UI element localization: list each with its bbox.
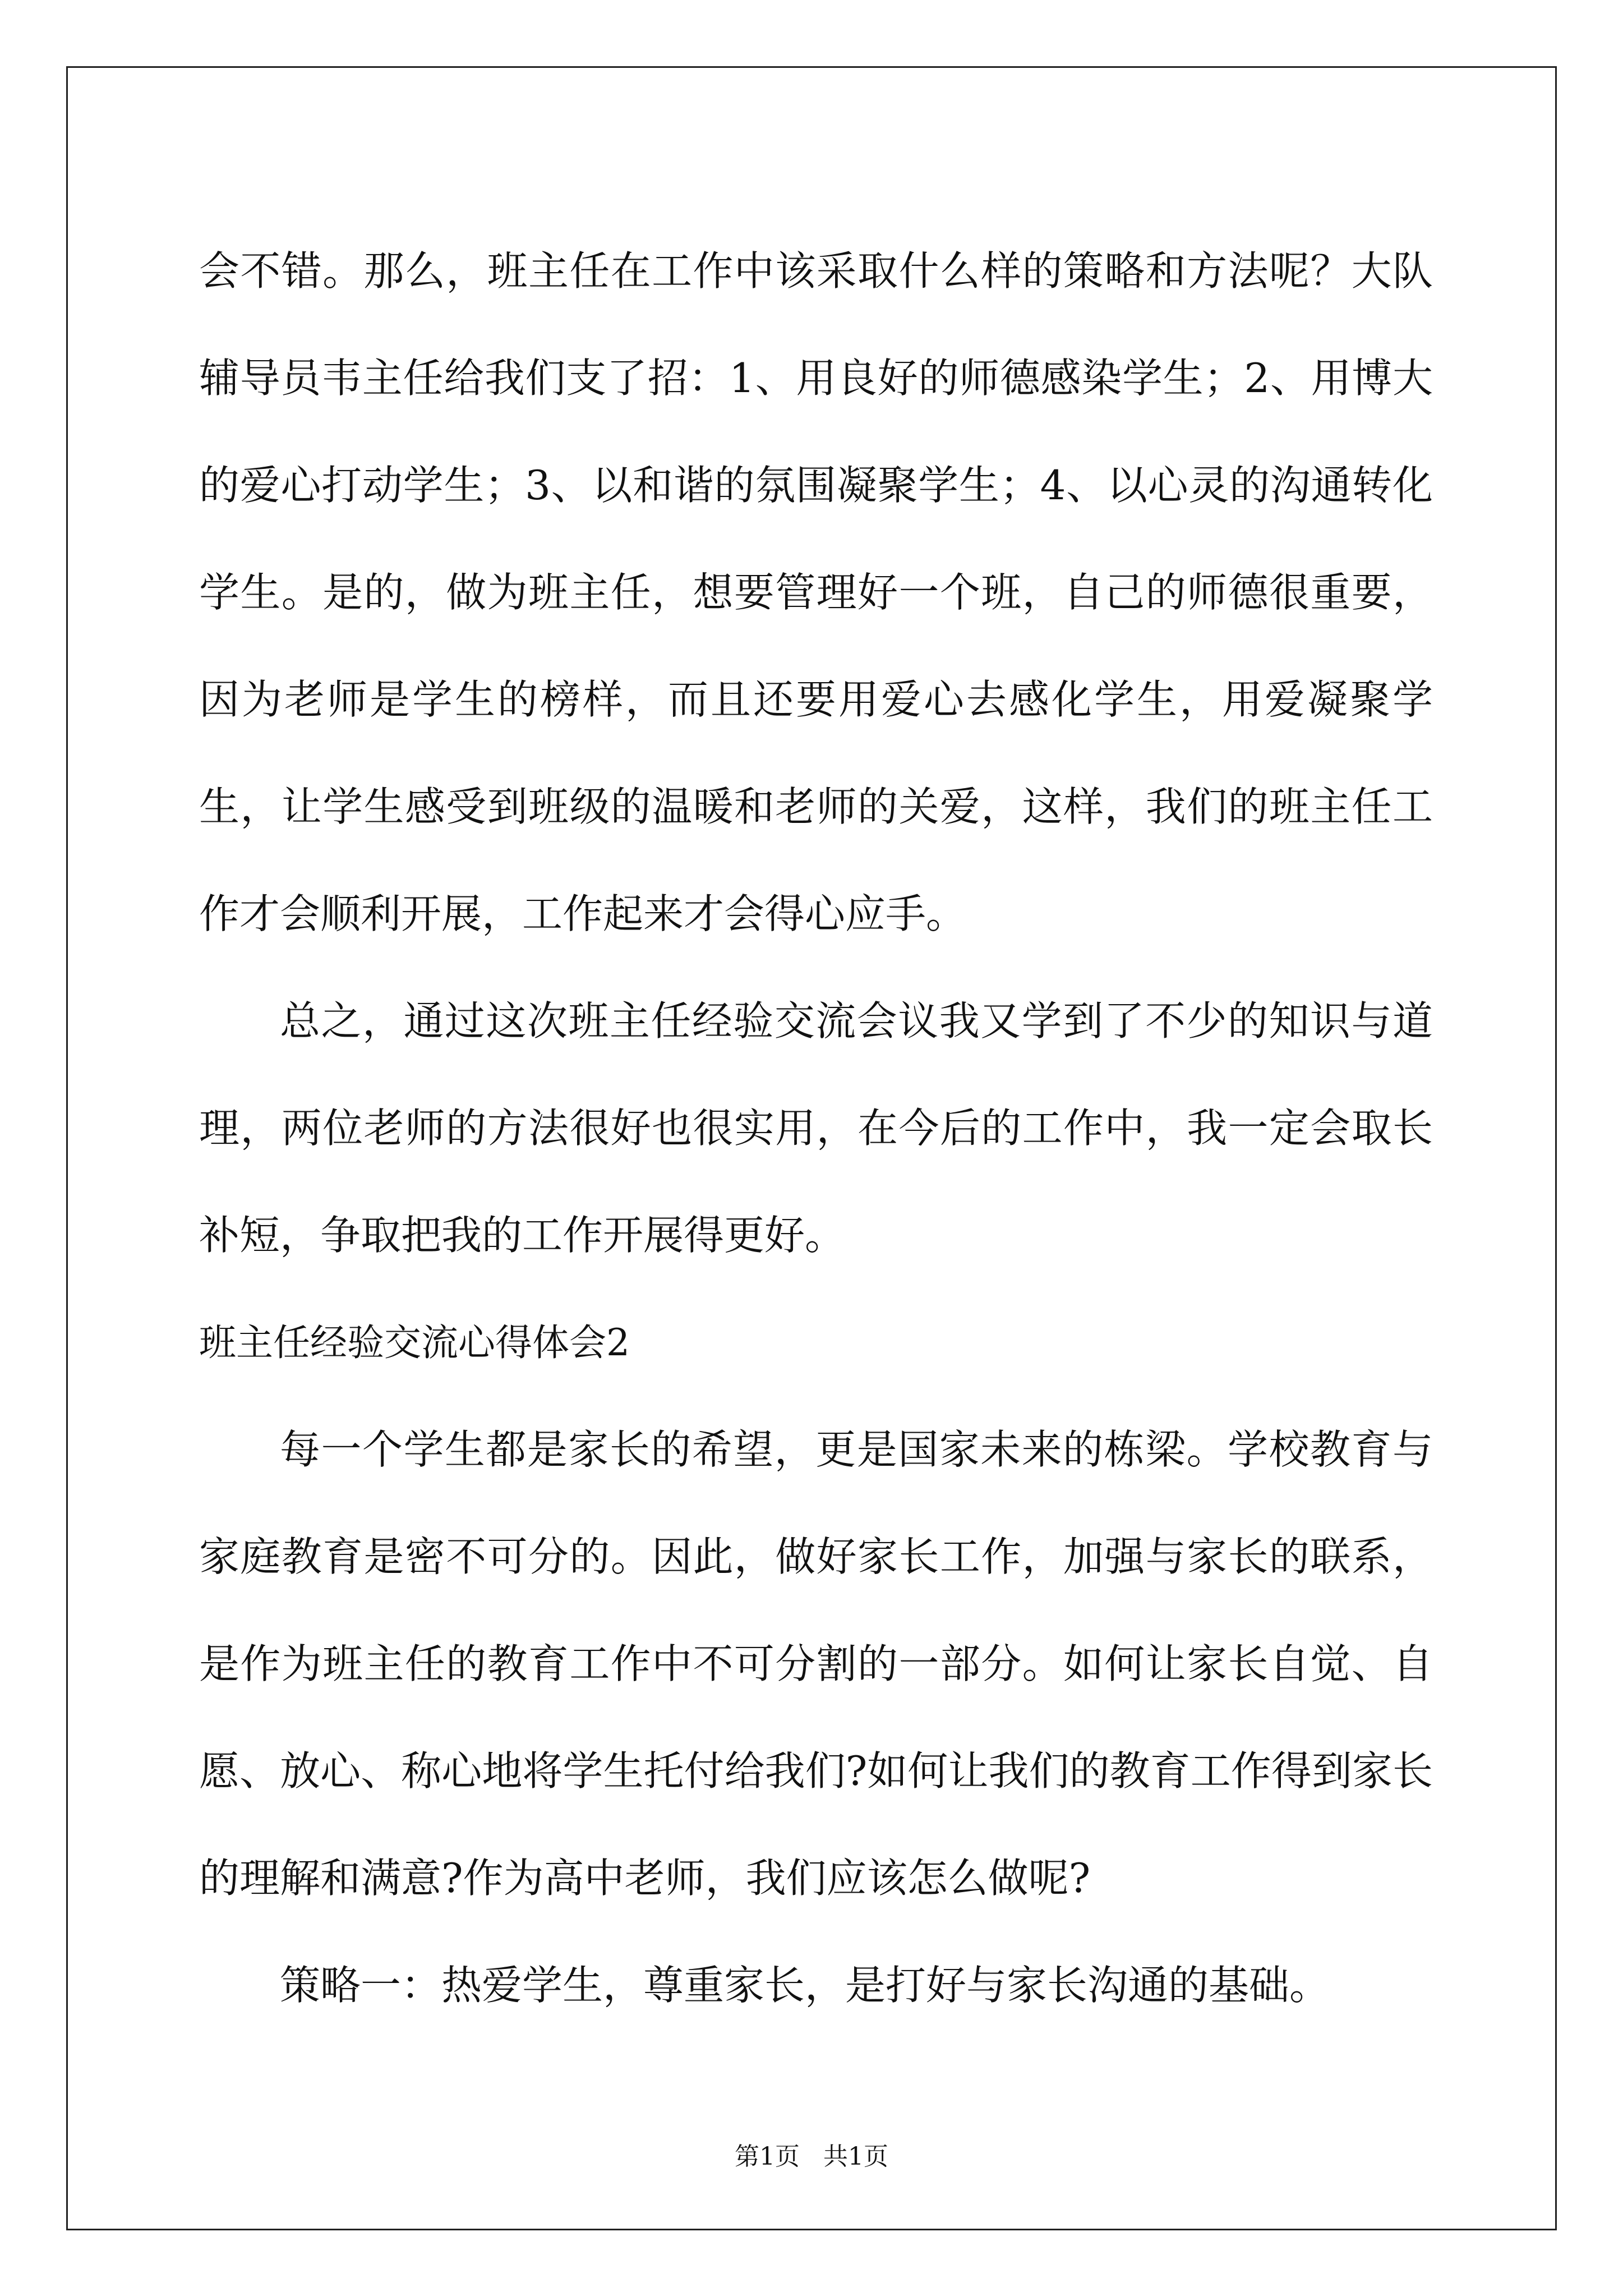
page-footer-indicator: 第1页 共1页 xyxy=(735,2142,888,2171)
paragraph-intro: 每一个学生都是家长的希望，更是国家未来的栋梁。学校教育与家庭教育是密不可分的。因此，做好家长工作，加强与家长的联系，是作为班主任的教育工作中不可分割的一部分。如何让家长自觉、自愿、放心、称心地将学生托付给我们?如何让我们的教育工作得到家长的理解和满意?作为高中老师，我们应该怎么做呢? xyxy=(199,1426,1433,1902)
document-body xyxy=(199,218,1433,2039)
paragraph-continuation: 会不错。那么，班主任在工作中该采取什么样的策略和方法呢？大队辅导员韦主任给我们支了招：1、用良好的师德感染学生；2、用博大的爱心打动学生；3、以和谐的氛围凝聚学生；4、以心灵的沟通转化学生。是的，做为班主任，想要管理好一个班，自己的师德很重要，因为老师是学生的榜样，而且还要用爱心去感化学生，用爱凝聚学生，让学生感受到班级的温暖和老师的关爱，这样，我们的班主任工作才会顺利开展，工作起来才会得心应手。 xyxy=(199,247,1433,937)
paragraph-conclusion: 总之，通过这次班主任经验交流会议我又学到了不少的知识与道理，两位老师的方法很好也很实用，在今后的工作中，我一定会取长补短，争取把我的工作开展得更好。 xyxy=(199,997,1433,1259)
paragraph-strategy-one: 策略一：热爱学生，尊重家长，是打好与家长沟通的基础。 xyxy=(280,1962,1330,2009)
section-heading: 班主任经验交流心得体会2 xyxy=(199,1321,630,1364)
